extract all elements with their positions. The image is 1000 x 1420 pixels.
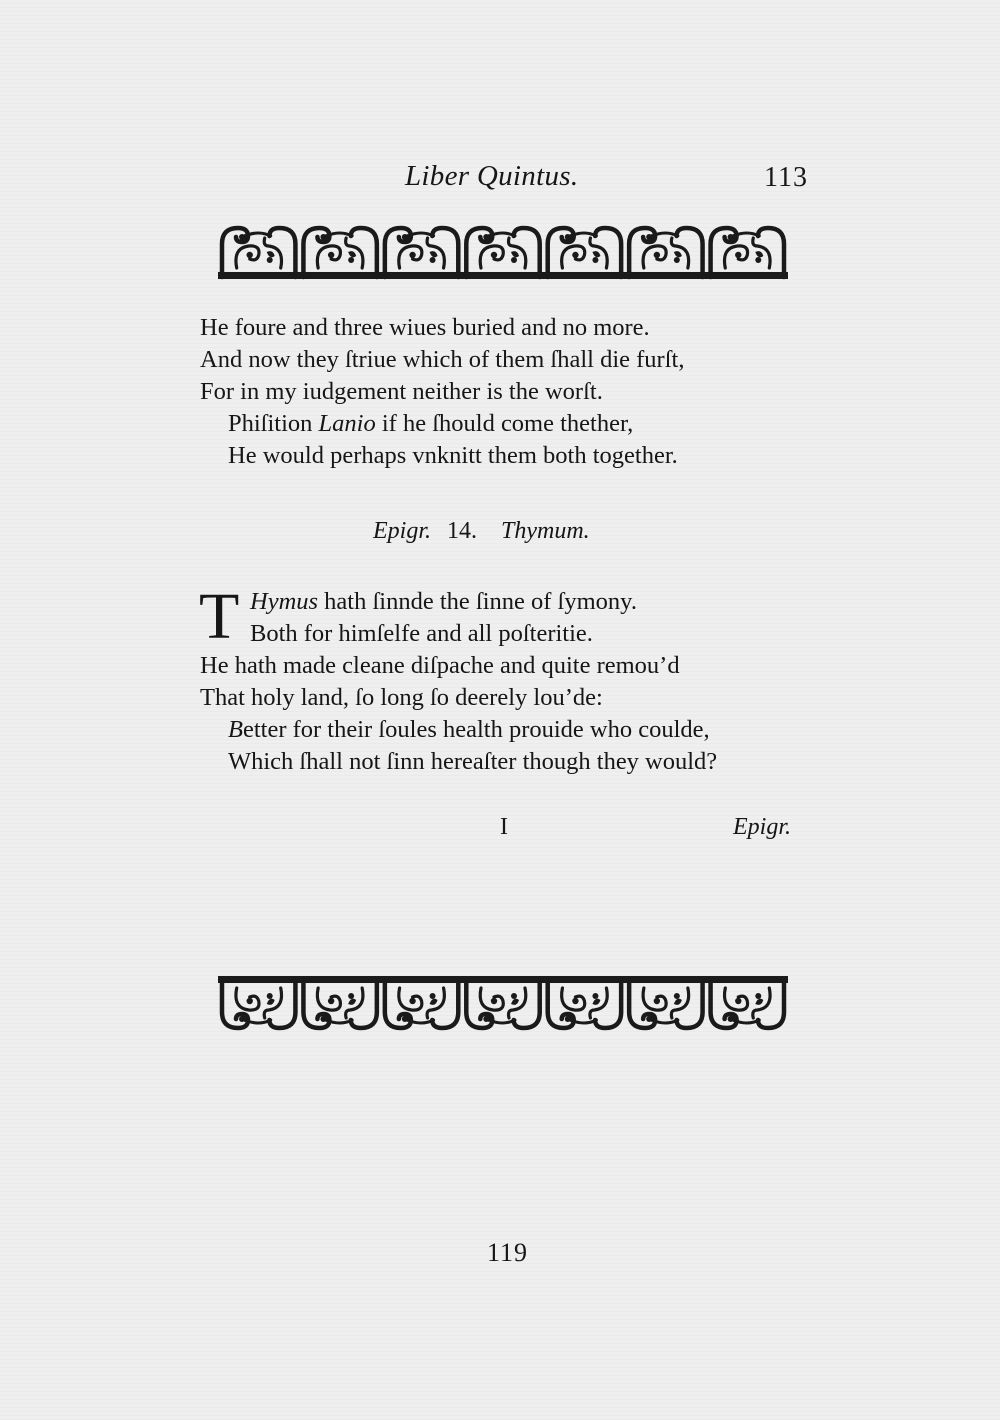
scroll-motif <box>711 228 784 277</box>
poem-line: And now they ſtriue which of them ſhall die furſt, <box>200 346 685 373</box>
proper-name: Lanio <box>318 410 376 437</box>
epigram-label: Epigr. <box>373 518 432 544</box>
poem-line: That holy land, ſo long ſo deerely lou’de: <box>200 684 603 711</box>
headpiece-ornament <box>218 222 788 284</box>
scroll-motif <box>222 228 295 277</box>
epigram-heading <box>373 518 590 545</box>
signature-mark: I <box>500 814 508 840</box>
line-text: hath ſinnde the ſinne of ſymony. <box>318 588 637 615</box>
poem-line: He foure and three wiues buried and no more. <box>200 314 650 341</box>
page-number: 119 <box>487 1238 529 1267</box>
line-text: Phiſition <box>228 410 319 437</box>
running-title: Liber Quintus. <box>405 160 579 192</box>
poem-line <box>250 586 637 618</box>
poem-line: Both for himſelfe and all poſteritie. <box>250 620 593 647</box>
line-text: if he ſhould come thether, <box>375 410 634 437</box>
swash-initial: B <box>228 716 243 743</box>
scroll-motif <box>303 979 376 1028</box>
poem-line: Which ſhall not ſinn hereaſter though they would? <box>228 748 718 775</box>
poem-line: He would perhaps vnknitt them both together. <box>228 442 678 469</box>
poem-line <box>228 714 710 746</box>
poem-line: He hath made cleane diſpache and quite remou’d <box>200 652 680 679</box>
scroll-motif <box>466 228 539 277</box>
tailpiece-ornament <box>218 972 788 1034</box>
poem-line <box>228 408 633 440</box>
scroll-motif <box>711 979 784 1028</box>
proper-name: Hymus <box>250 588 319 615</box>
scroll-motif <box>548 979 621 1028</box>
scroll-motif <box>548 228 621 277</box>
drop-cap: T <box>199 580 240 653</box>
scroll-motif <box>385 228 458 277</box>
scroll-motif <box>466 979 539 1028</box>
poem-line: For in my iudgement neither is the worſt. <box>200 378 603 405</box>
folio-number: 113 <box>764 162 808 193</box>
epigram-title: Thymum. <box>501 518 590 544</box>
scroll-motif <box>629 979 702 1028</box>
line-text: etter for their ſoules health prouide who coulde, <box>242 716 710 743</box>
scroll-motif <box>222 979 295 1028</box>
scroll-motif <box>629 228 702 277</box>
scroll-motif <box>385 979 458 1028</box>
epigram-number: 14. <box>447 518 478 544</box>
scroll-motif <box>303 228 376 277</box>
catchword: Epigr. <box>733 814 792 840</box>
